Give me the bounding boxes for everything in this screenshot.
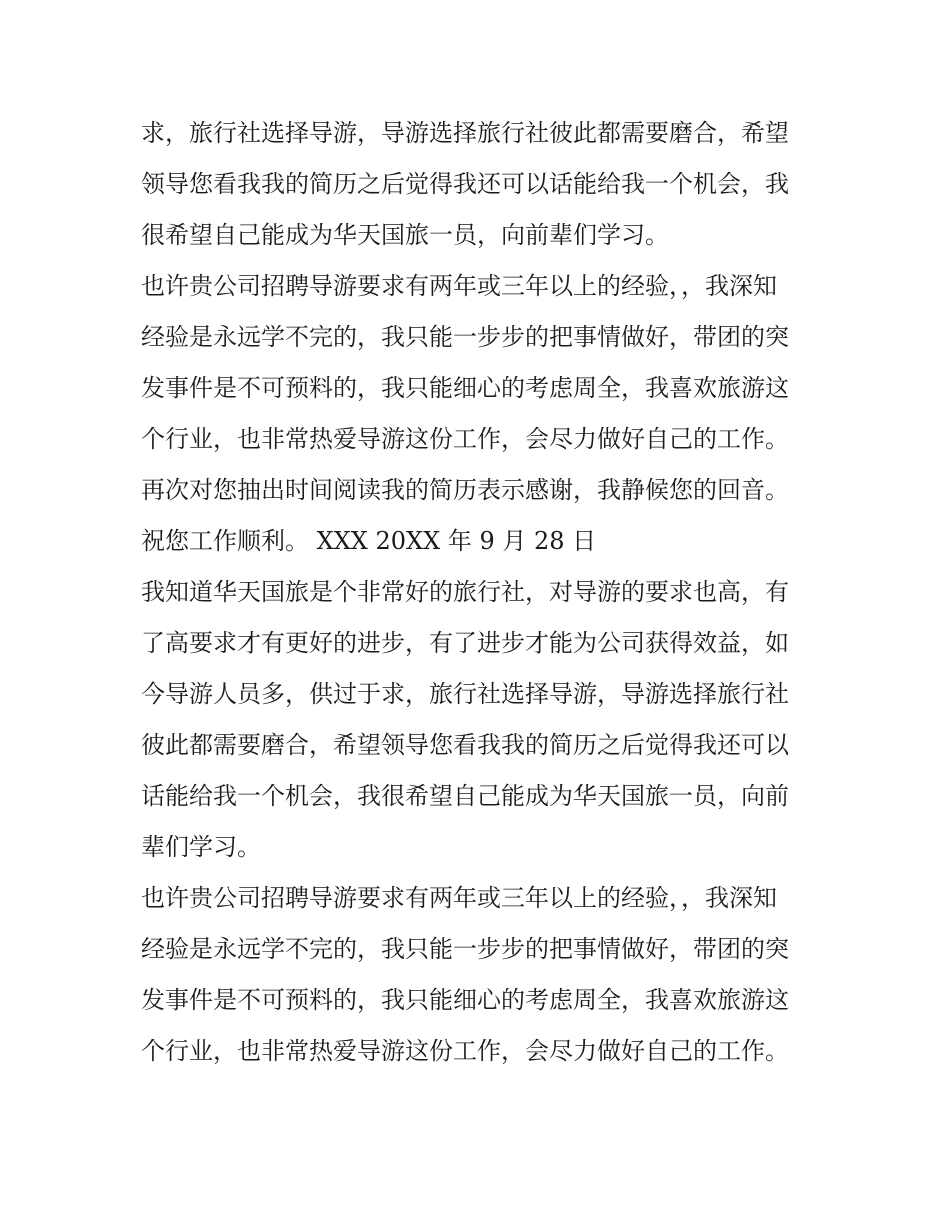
text-line: 个行业，也非常热爱导游这份工作，会尽力做好自己的工作。 (141, 425, 789, 453)
text-line: 再次对您抽出时间阅读我的简历表示感谢，我静候您的回音。 (141, 476, 789, 504)
text-line: 发事件是不可预料的，我只能细心的考虑周全，我喜欢旅游这 (141, 374, 789, 402)
text-line: 话能给我一个机会，我很希望自己能成为华天国旅一员，向前 (141, 782, 789, 810)
text-line: 个行业，也非常热爱导游这份工作，会尽力做好自己的工作。 (141, 1037, 789, 1065)
text-line: 今导游人员多，供过于求，旅行社选择导游，导游选择旅行社 (141, 680, 789, 708)
text-line: 也许贵公司招聘导游要求有两年或三年以上的经验，，我深知 (141, 272, 777, 300)
text-line: 很希望自己能成为华天国旅一员，向前辈们学习。 (141, 221, 669, 249)
text-line: 发事件是不可预料的，我只能细心的考虑周全，我喜欢旅游这 (141, 986, 789, 1014)
text-line: 求，旅行社选择导游，导游选择旅行社彼此都需要磨合，希望 (141, 119, 789, 147)
text-line: 也许贵公司招聘导游要求有两年或三年以上的经验，，我深知 (141, 884, 777, 912)
text-line: 经验是永远学不完的，我只能一步步的把事情做好，带团的突 (141, 323, 789, 351)
text-line: 辈们学习。 (141, 833, 261, 861)
text-line: 经验是永远学不完的，我只能一步步的把事情做好，带团的突 (141, 935, 789, 963)
text-line: 我知道华天国旅是个非常好的旅行社，对导游的要求也高，有 (141, 578, 789, 606)
text-line: 祝您工作顺利。 XXX 20XX 年 9 月 28 日 (141, 527, 597, 555)
text-line: 了高要求才有更好的进步，有了进步才能为公司获得效益，如 (141, 629, 789, 657)
document-body (141, 108, 821, 1077)
text-line: 彼此都需要磨合，希望领导您看我我的简历之后觉得我还可以 (141, 731, 789, 759)
text-line: 领导您看我我的简历之后觉得我还可以话能给我一个机会，我 (141, 170, 789, 198)
